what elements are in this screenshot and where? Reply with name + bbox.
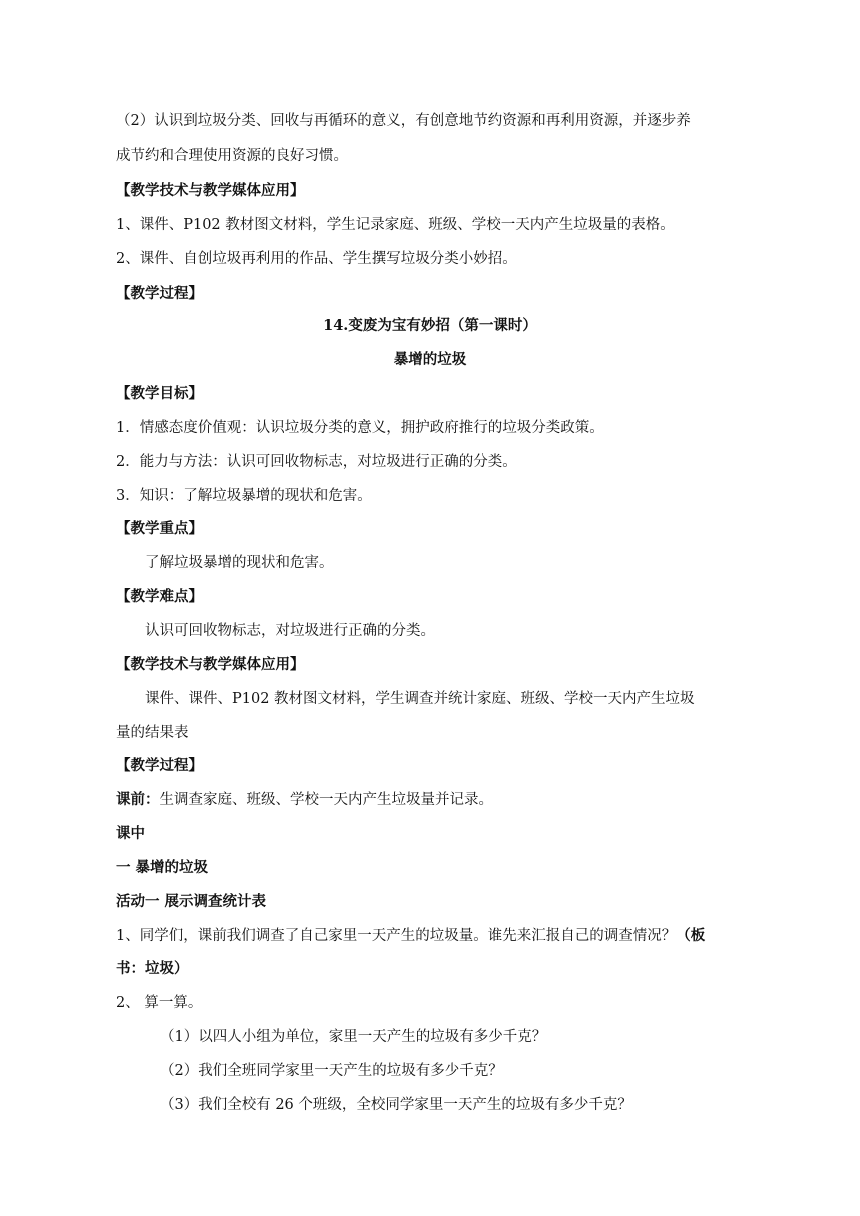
goal-2-line-1: （2）认识到垃圾分类、回收与再循环的意义，有创意地节约资源和再利用资源，并逐步养: [116, 113, 691, 129]
step-1-line-2: 书：垃圾）: [116, 960, 189, 977]
lesson-subtitle: 暴增的垃圾: [393, 351, 467, 368]
heading-tech-media-2: 【教学技术与教学媒体应用】: [116, 656, 305, 673]
heading-goals: 【教学目标】: [116, 385, 203, 402]
step-2: 2、 算一算。: [116, 995, 203, 1011]
step-1-text: 1、同学们，课前我们调查了自己家里一天产生的垃圾量。谁先来汇报自己的调查情况？: [116, 928, 677, 944]
heading-key-point: 【教学重点】: [116, 520, 203, 537]
tech-media-item-1: 1、课件、P102 教材图文材料，学生记录家庭、班级、学校一天内产生垃圾量的表格。: [116, 217, 675, 233]
tech-media-2-line-1: 课件、课件、P102 教材图文材料，学生调查并统计家庭、班级、学校一天内产生垃圾: [145, 691, 695, 707]
before-class-label: 课前：: [116, 791, 160, 808]
difficult-point-text: 认识可回收物标志，对垃圾进行正确的分类。: [145, 623, 435, 639]
goal-item-1: 1．情感态度价值观：认识垃圾分类的意义，拥护政府推行的垃圾分类政策。: [116, 420, 604, 436]
key-point-text: 了解垃圾暴增的现状和危害。: [145, 555, 334, 571]
lesson-title: 14.变废为宝有妙招（第一课时）: [323, 317, 537, 334]
before-class-line: [116, 790, 746, 810]
during-class-label: 课中: [116, 825, 145, 842]
heading-difficult-point: 【教学难点】: [116, 588, 203, 605]
goal-item-2: 2．能力与方法：认识可回收物标志，对垃圾进行正确的分类。: [116, 454, 517, 470]
question-3: （3）我们全校有 26 个班级，全校同学家里一天产生的垃圾有多少千克？: [160, 1097, 632, 1113]
step-1-board-note: （板: [676, 927, 706, 944]
section-1-heading: 一 暴增的垃圾: [116, 859, 209, 876]
tech-media-item-2: 2、课件、自创垃圾再利用的作品、学生撰写垃圾分类小妙招。: [116, 251, 517, 267]
tech-media-2-line-2: 量的结果表: [116, 725, 189, 741]
heading-tech-media-1: 【教学技术与教学媒体应用】: [116, 182, 305, 199]
question-2: （2）我们全班同学家里一天产生的垃圾有多少千克？: [160, 1063, 503, 1079]
heading-process-2: 【教学过程】: [116, 757, 203, 774]
question-1: （1）以四人小组为单位，家里一天产生的垃圾有多少千克？: [160, 1029, 547, 1045]
goal-2-line-2: 成节约和合理使用资源的良好习惯。: [116, 148, 348, 164]
step-1-line-1: [116, 926, 746, 946]
before-class-text: 生调查家庭、班级、学校一天内产生垃圾量并记录。: [159, 792, 493, 808]
heading-process-1: 【教学过程】: [116, 285, 203, 302]
goal-item-3: 3．知识：了解垃圾暴增的现状和危害。: [116, 488, 372, 504]
activity-1-heading: 活动一 展示调查统计表: [116, 893, 267, 910]
